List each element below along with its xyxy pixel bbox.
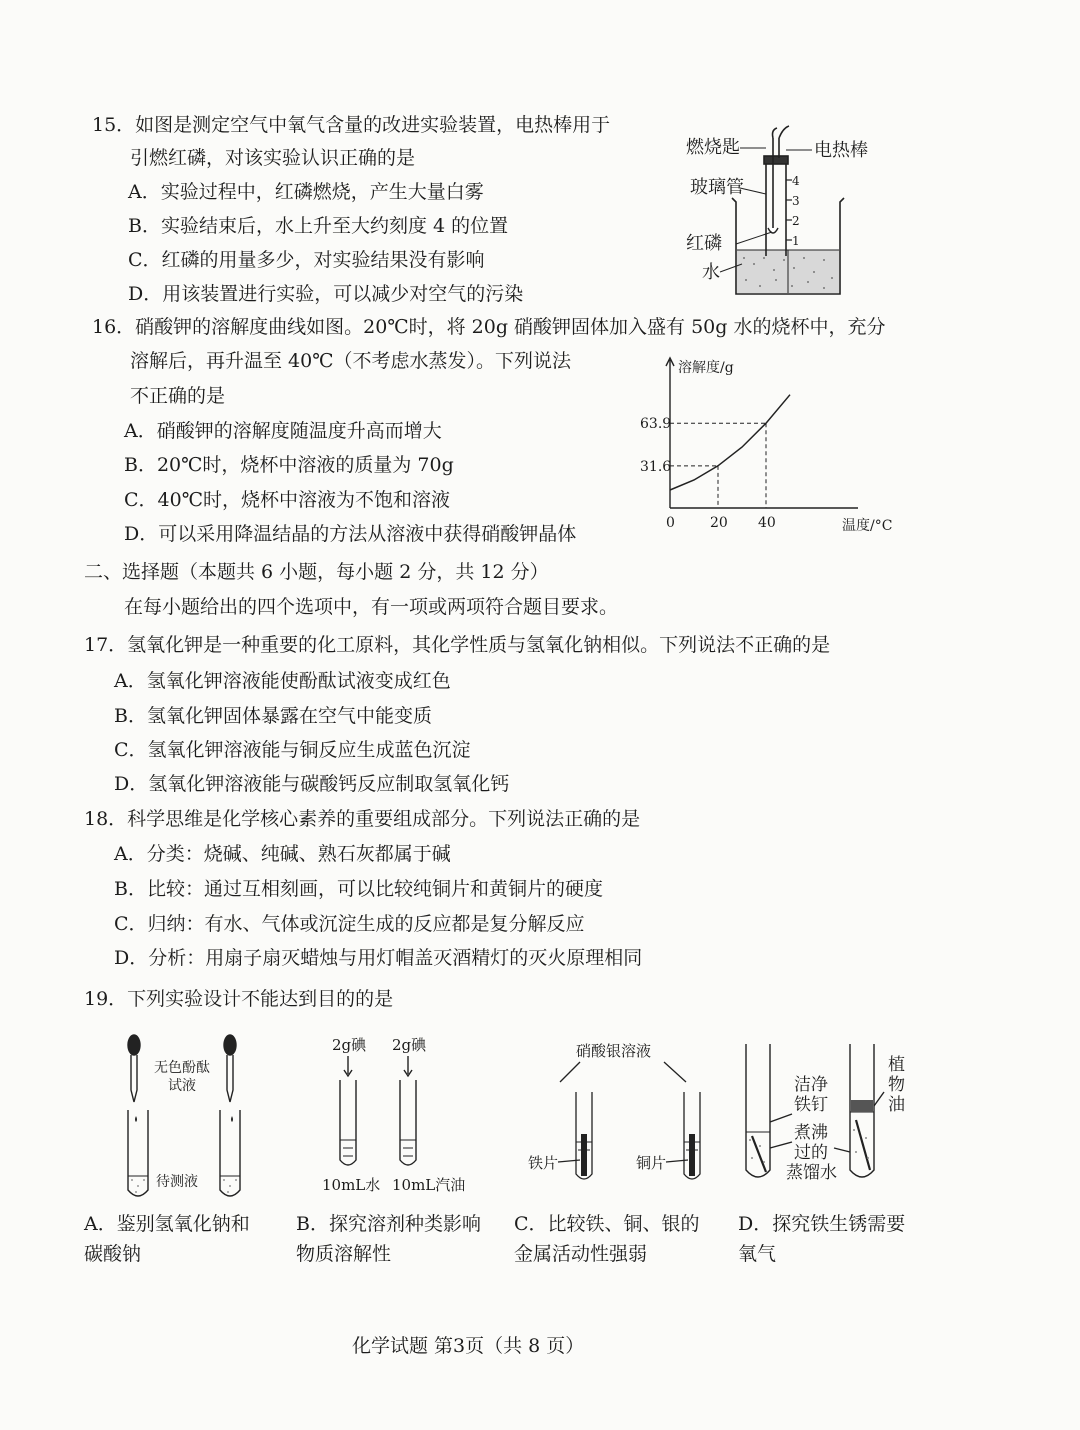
- q19-option-b-line2: 物质溶解性: [296, 1243, 392, 1265]
- q19-option-a-line1: A．鉴别氢氧化钠和: [84, 1213, 250, 1235]
- q18-option-b: B．比较：通过互相刻画，可以比较纯铜片和黄铜片的硬度: [114, 878, 603, 900]
- label-rod: 电热棒: [814, 140, 868, 161]
- q19-option-a-line2: 碳酸钠: [84, 1243, 142, 1265]
- q16-stem-line1: 16．硝酸钾的溶解度曲线如图。20℃时，将 20g 硝酸钾固体加入盛有 50g 水的烧杯中，充分: [92, 316, 886, 338]
- fig-d-nail-line1: 洁净: [794, 1075, 828, 1095]
- q16-stem-line3: 不正确的是: [130, 385, 226, 407]
- q17-option-c: C．氢氧化钾溶液能与铜反应生成蓝色沉淀: [114, 739, 471, 761]
- q19-option-c-line1: C．比较铁、铜、银的: [514, 1213, 700, 1235]
- chart-y-label: 溶解度/g: [678, 360, 734, 376]
- tube-scale: [786, 180, 792, 240]
- y-tick-label-2: 63.9: [640, 416, 672, 433]
- q15-apparatus-figure: [680, 118, 900, 303]
- fig-c-metal-copper: 铜片: [636, 1154, 667, 1172]
- fig-d-oil-line1: 植: [888, 1055, 905, 1075]
- fig-b-solute-2: 2g碘: [392, 1036, 427, 1054]
- fig-a-sample: 待测液: [156, 1174, 198, 1190]
- label-spoon: 燃烧匙: [686, 137, 740, 158]
- fig-d-water-line3: 蒸馏水: [786, 1163, 837, 1183]
- chart-origin-tick: 0: [666, 515, 675, 531]
- page-footer: 化学试题 第3页（共 8 页）: [352, 1335, 585, 1357]
- q18-option-c: C．归纳：有水、气体或沉淀生成的反应都是复分解反应: [114, 913, 585, 935]
- scale-mark-1: 1: [792, 234, 800, 248]
- q15-option-d: D．用该装置进行实验，可以减少对空气的污染: [128, 283, 524, 305]
- scale-mark-3: 3: [792, 194, 800, 208]
- q19-figure-a: [100, 1030, 260, 1205]
- fig-b-solute-1: 2g碘: [332, 1036, 367, 1054]
- x-tick-label-1: 20: [710, 515, 728, 531]
- q17-option-d: D．氢氧化钾溶液能与碳酸钙反应制取氢氧化钙: [114, 773, 510, 795]
- q15-option-a: A．实验过程中，红磷燃烧，产生大量白雾: [128, 181, 484, 203]
- q17-stem: 17．氢氧化钾是一种重要的化工原料，其化学性质与氢氧化钠相似。下列说法不正确的是: [84, 634, 831, 656]
- scale-mark-4: 4: [792, 174, 800, 188]
- fig-b-solvent-gasoline: 10mL汽油: [392, 1176, 466, 1194]
- q19-figure-c: [524, 1034, 724, 1189]
- fig-d-water-line1: 煮沸: [794, 1123, 828, 1143]
- fig-d-water-line2: 过的: [794, 1143, 828, 1163]
- scale-mark-2: 2: [792, 214, 800, 228]
- q15-stem-line2: 引燃红磷，对该实验认识正确的是: [130, 147, 416, 169]
- label-water: 水: [702, 262, 720, 283]
- q15-stem-line1: 15．如图是测定空气中氧气含量的改进实验装置，电热棒用于: [92, 114, 611, 136]
- x-tick-label-2: 40: [758, 515, 776, 531]
- solubility-chart: [628, 350, 908, 540]
- q15-option-b: B．实验结束后，水上升至大约刻度 4 的位置: [128, 215, 509, 237]
- chart-axes: [666, 358, 858, 508]
- q16-option-c: C．40℃时，烧杯中溶液为不饱和溶液: [124, 489, 450, 511]
- fig-b-solvent-water: 10mL水: [322, 1176, 381, 1194]
- q19-option-d-line2: 氧气: [738, 1243, 777, 1265]
- q17-option-a: A．氢氧化钾溶液能使酚酞试液变成红色: [114, 670, 451, 692]
- fig-d-oil-line2: 物: [888, 1075, 905, 1095]
- q16-option-d: D．可以采用降温结晶的方法从溶液中获得硝酸钾晶体: [124, 523, 577, 545]
- q17-option-b: B．氢氧化钾固体暴露在空气中能变质: [114, 705, 432, 727]
- chart-x-label: 温度/°C: [842, 518, 893, 534]
- q19-figure-d: [740, 1040, 920, 1190]
- fig-d-nail-line2: 铁钉: [794, 1095, 828, 1115]
- q16-option-a: A．硝酸钾的溶解度随温度升高而增大: [124, 420, 442, 442]
- q19-option-b-line1: B．探究溶剂种类影响: [296, 1213, 481, 1235]
- q19-option-d-line1: D．探究铁生锈需要: [738, 1213, 906, 1235]
- q19-stem: 19．下列实验设计不能达到目的的是: [84, 988, 394, 1010]
- glass-tube: [764, 126, 789, 256]
- q15-option-c: C．红磷的用量多少，对实验结果没有影响: [128, 249, 485, 271]
- solubility-curve: [670, 395, 790, 490]
- section2-note: 在每小题给出的四个选项中，有一项或两项符合题目要求。: [124, 596, 619, 618]
- q18-option-d: D．分析：用扇子扇灭蜡烛与用灯帽盖灭酒精灯的灭火原理相同: [114, 947, 643, 969]
- q16-stem-line2: 溶解后，再升温至 40℃（不考虑水蒸发）。下列说法: [130, 350, 571, 372]
- label-phosphorus: 红磷: [686, 233, 722, 254]
- q18-stem: 18．科学思维是化学核心素养的重要组成部分。下列说法正确的是: [84, 808, 641, 830]
- beaker-water: [737, 250, 839, 293]
- fig-d-oil-line3: 油: [888, 1095, 905, 1115]
- fig-a-reagent-line1: 无色酚酞: [154, 1060, 210, 1076]
- label-tube: 玻璃管: [690, 177, 744, 198]
- q16-option-b: B．20℃时，烧杯中溶液的质量为 70g: [124, 454, 454, 476]
- q19-figure-b: [312, 1030, 482, 1200]
- fig-c-metal-iron: 铁片: [528, 1154, 559, 1172]
- q18-option-a: A．分类：烧碱、纯碱、熟石灰都属于碱: [114, 843, 451, 865]
- y-tick-label-1: 31.6: [640, 458, 672, 475]
- fig-a-reagent-line2: 试液: [168, 1078, 196, 1094]
- q19-option-c-line2: 金属活动性强弱: [514, 1243, 648, 1265]
- fig-c-solution: 硝酸银溶液: [576, 1042, 652, 1060]
- section2-title: 二、选择题（本题共 6 小题，每小题 2 分，共 12 分）: [84, 561, 549, 583]
